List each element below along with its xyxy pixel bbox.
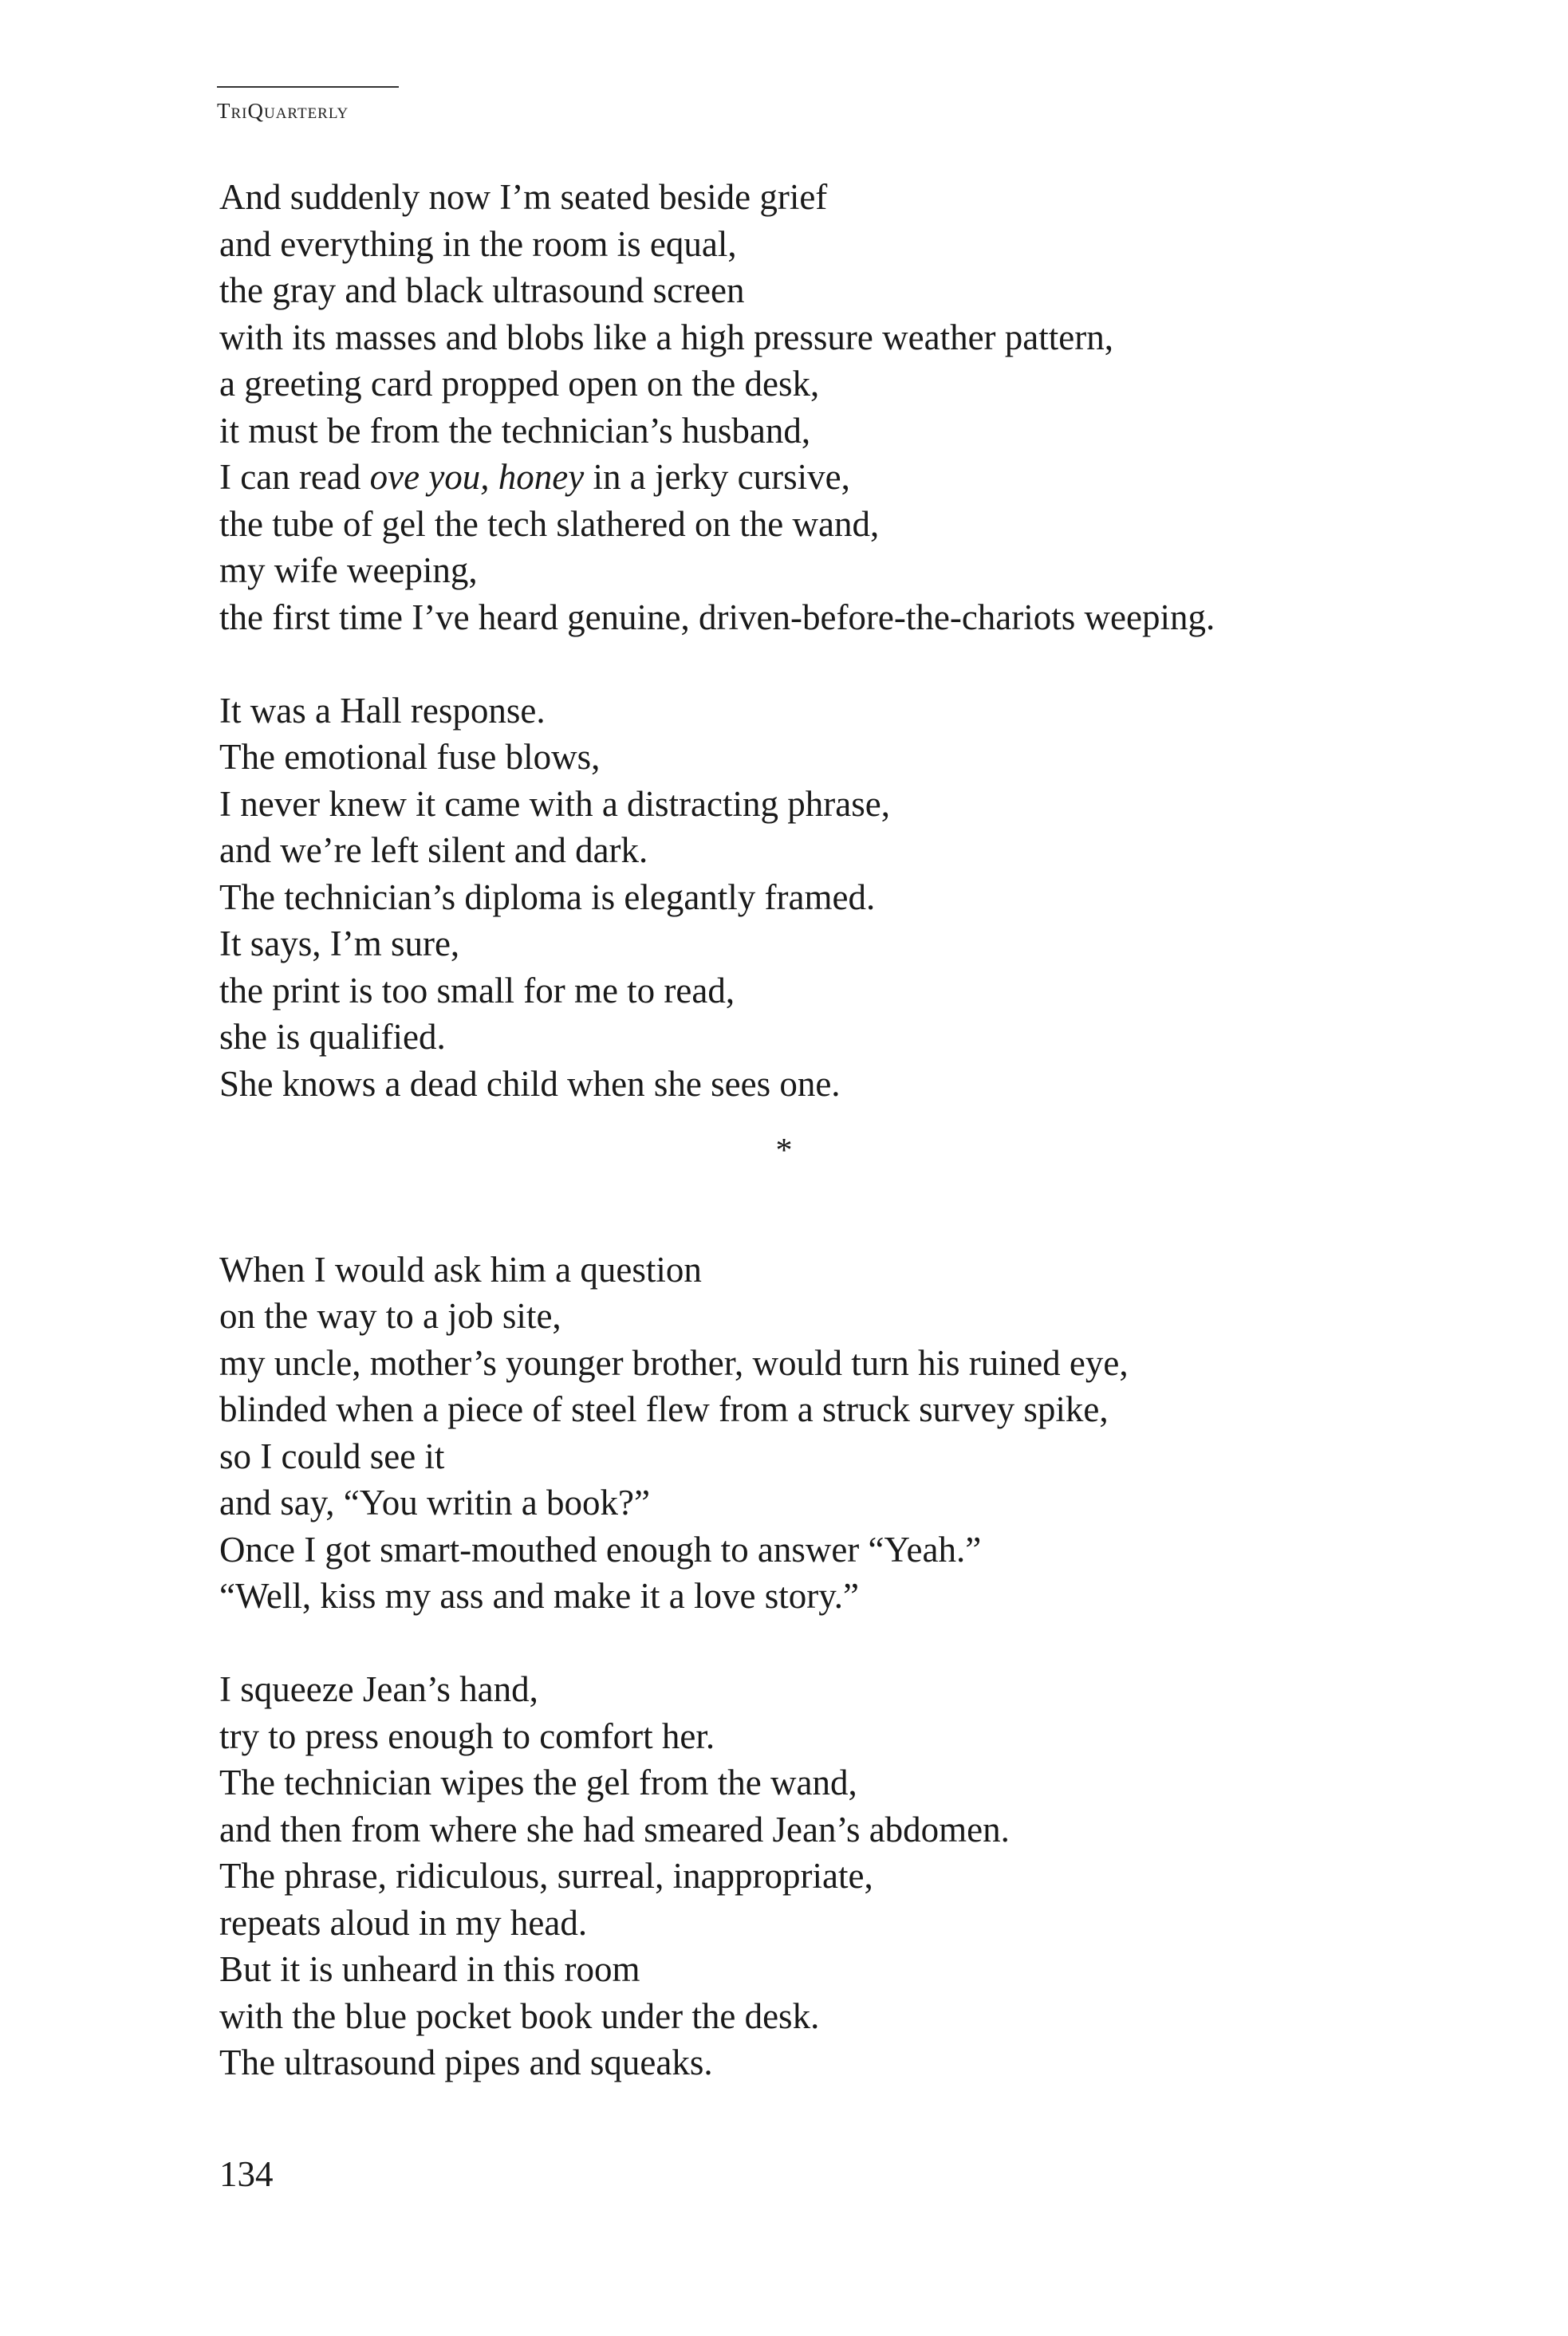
poem-line: It was a Hall response. xyxy=(219,690,546,731)
stanza-1 xyxy=(219,174,1416,640)
poem-line: try to press enough to comfort her. xyxy=(219,1716,715,1756)
line-text: I can read xyxy=(219,457,370,497)
stanza-3 xyxy=(219,1247,1416,1620)
poem-line: And suddenly now I’m seated beside grief xyxy=(219,177,828,217)
poem-line: the gray and black ultrasound screen xyxy=(219,270,745,310)
page-number: 134 xyxy=(219,2154,274,2194)
poem-line: The emotional fuse blows, xyxy=(219,737,601,777)
journal-title: TriQuarterly xyxy=(217,99,349,123)
poem-line: my wife weeping, xyxy=(219,550,478,590)
poem-line: The ultrasound pipes and squeaks. xyxy=(219,2043,713,2082)
stanza-gap xyxy=(219,640,1416,687)
poem-line: Once I got smart-mouthed enough to answer “Yeah.” xyxy=(219,1529,982,1570)
poem-line: and say, “You writin a book?” xyxy=(219,1483,650,1523)
header-rule xyxy=(217,86,399,88)
italic-phrase: ove you, honey xyxy=(369,457,585,497)
stanza-gap xyxy=(219,1620,1416,1667)
poem-line: my uncle, mother’s younger brother, would turn his ruined eye, xyxy=(219,1342,1129,1383)
poem-line: blinded when a piece of steel flew from a struck survey spike, xyxy=(219,1389,1109,1429)
poem-line: She knows a dead child when she sees one. xyxy=(219,1063,841,1104)
poem-line: I never knew it came with a distracting phrase, xyxy=(219,783,890,824)
poem-line: “Well, kiss my ass and make it a love story.” xyxy=(219,1576,860,1616)
poem-line: a greeting card propped open on the desk, xyxy=(219,364,820,404)
poem-line: the tube of gel the tech slathered on the wand, xyxy=(219,503,880,544)
poem-line: The technician’s diploma is elegantly framed. xyxy=(219,876,876,917)
poem-line: so I could see it xyxy=(219,1436,445,1476)
poem-line: and then from where she had smeared Jean’s abdomen. xyxy=(219,1809,1010,1849)
poem-line: and we’re left silent and dark. xyxy=(219,830,648,870)
poem-line: When I would ask him a question xyxy=(219,1249,702,1290)
poem-line xyxy=(219,454,1416,501)
poem-line: with its masses and blobs like a high pressure weather pattern, xyxy=(219,317,1113,357)
poem-line: the print is too small for me to read, xyxy=(219,970,735,1010)
poem-line: It says, I’m sure, xyxy=(219,924,460,963)
section-break-asterisk: * xyxy=(775,1133,793,1169)
poem-line: I squeeze Jean’s hand, xyxy=(219,1669,538,1709)
poem-line: and everything in the room is equal, xyxy=(219,223,737,264)
stanza-4 xyxy=(219,1666,1416,2086)
poem-line: But it is unheard in this room xyxy=(219,1949,640,1989)
poem-line: The technician wipes the gel from the wand, xyxy=(219,1763,857,1802)
poem-line: on the way to a job site, xyxy=(219,1296,561,1336)
running-head xyxy=(217,86,400,124)
poem-line: it must be from the technician’s husband, xyxy=(219,410,811,451)
stanza-2 xyxy=(219,687,1416,1108)
poem-line: with the blue pocket book under the desk. xyxy=(219,1995,820,2036)
poem-line: she is qualified. xyxy=(219,1017,446,1057)
poem-line: repeats aloud in my head. xyxy=(219,1902,588,1943)
poem-line: The phrase, ridiculous, surreal, inappropriate, xyxy=(219,1856,873,1896)
line-text: in a jerky cursive, xyxy=(584,457,850,497)
poem-body xyxy=(219,174,1416,2086)
poem-line: the first time I’ve heard genuine, driven-before-the-chariots weeping. xyxy=(219,597,1215,637)
